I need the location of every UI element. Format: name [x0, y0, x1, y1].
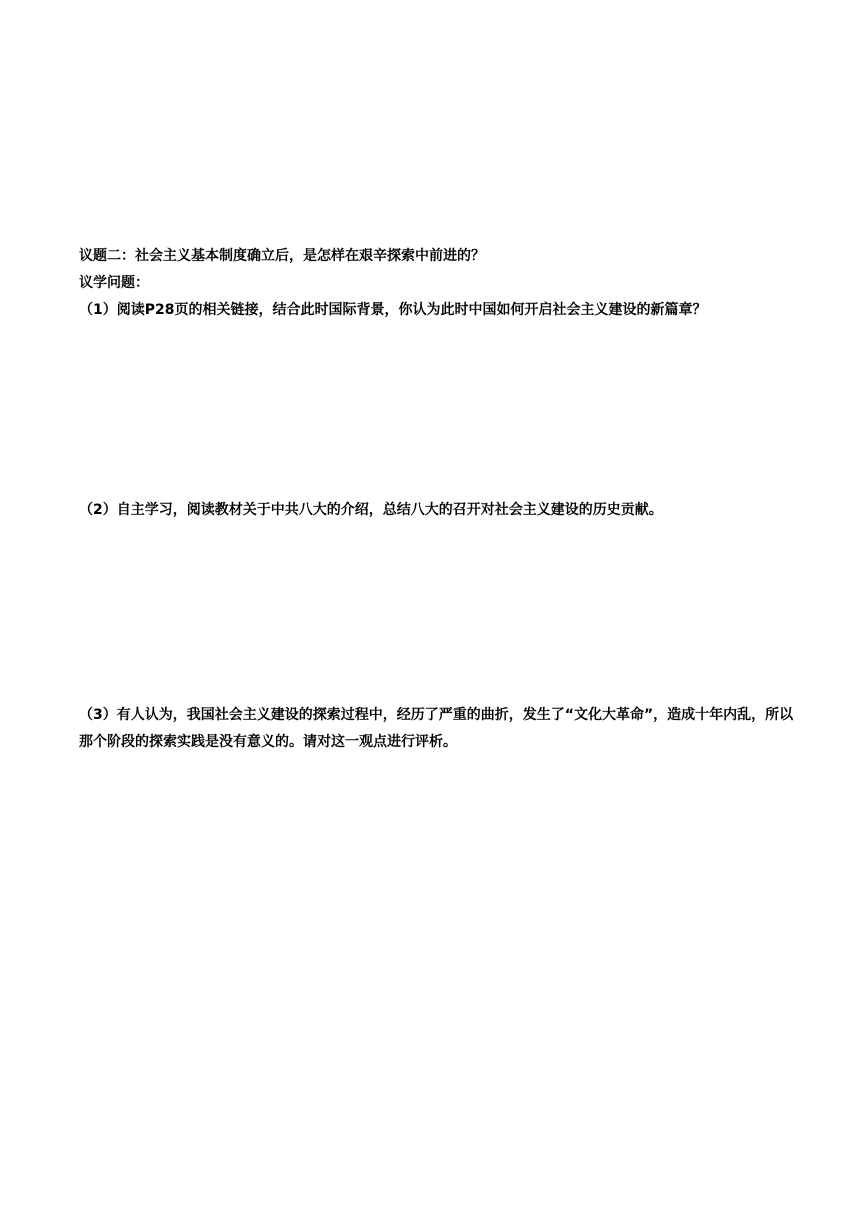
topic-title: 议题二：社会主义基本制度确立后，是怎样在艰辛探索中前进的？ — [79, 248, 485, 264]
study-questions-label: 议学问题： — [79, 275, 149, 291]
question-3: （3）有人认为，我国社会主义建设的探索过程中，经历了严重的曲折，发生了“文化大革命”，造成十年内乱，所以那个阶段的探索实践是没有意义的。请对这一观点进行评析。 — [79, 707, 794, 750]
question-2: （2）自主学习，阅读教材关于中共八大的介绍，总结八大的召开对社会主义建设的历史贡献。 — [79, 502, 663, 518]
question-1: （1）阅读P28页的相关链接，结合此时国际背景，你认为此时中国如何开启社会主义建设的新篇章？ — [79, 302, 707, 318]
